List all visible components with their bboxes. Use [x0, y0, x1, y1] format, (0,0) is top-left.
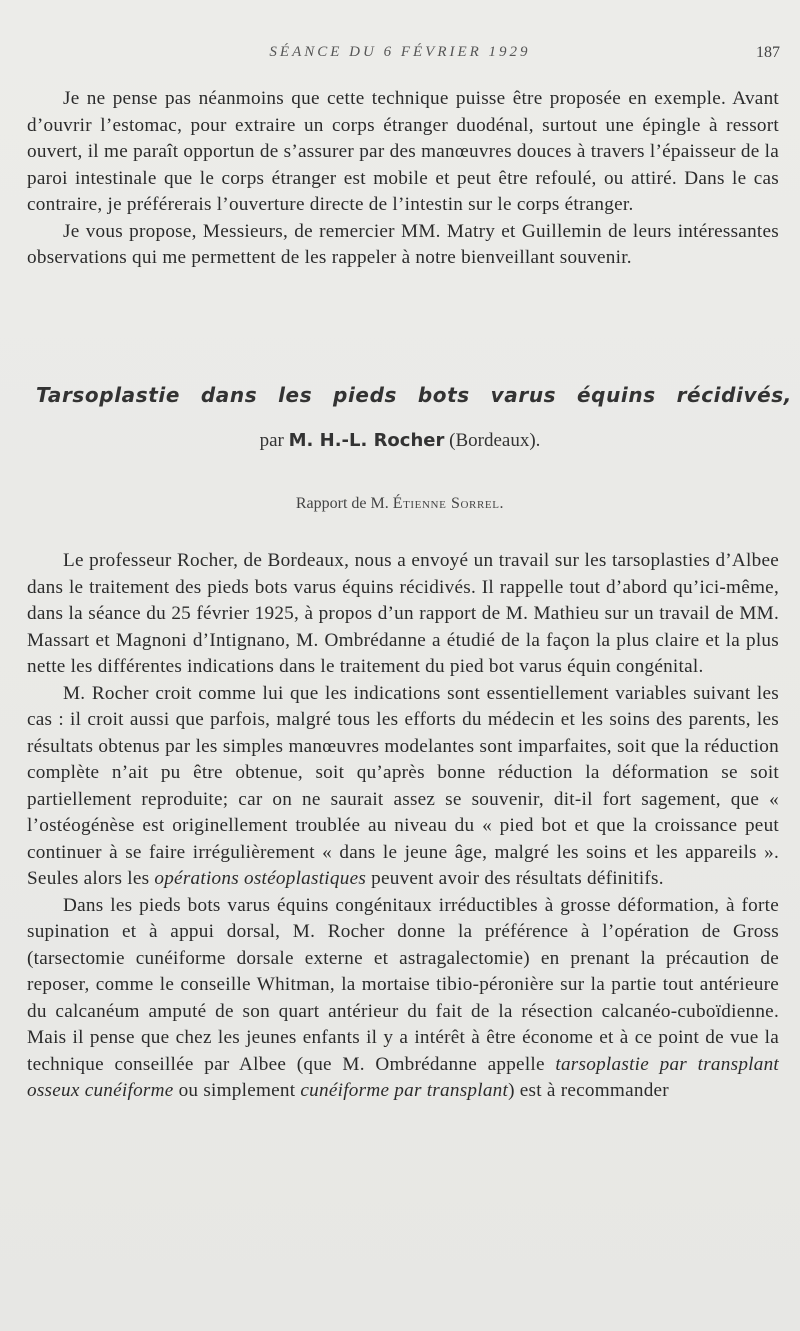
- running-header: SÉANCE DU 6 FÉVRIER 1929: [269, 44, 531, 60]
- byline: [0, 430, 800, 452]
- article-title: Tarsoplastie dans les pieds bots varus équins récidivés,: [36, 383, 792, 407]
- paragraph: Je ne pense pas néanmoins que cette technique puisse être proposée en exemple. Avant d’ouvrir l’estomac, pour extraire un corps étranger duodénal, surtout une épingle à ressort ouvert, il me paraît opportun de s’assurer par des manœuvres douces à travers l’épaisseur de la paroi intestinale que le corps étranger est mobile et peut être refoulé, ou attiré. Dans le cas contraire, je préférerais l’ouverture directe de l’intestin sur le corps étranger.: [27, 88, 779, 215]
- italic-term: tarsoplastie par transplant osseux cunéiforme: [27, 1053, 780, 1101]
- paragraph-text: M. Rocher croit comme lui que les indications sont essentiellement variables suivant les cas : il croit aussi que parfois, malgré tous les efforts du médecin et les soins des parents, les résultats obtenus par les simples manœuvres modelantes sont imparfaites, soit que la réduction complète n’ait pu être obtenue, soit qu’après bonne réduction la déformation se soit partiellement reproduite; car on ne saurait assez se souvenir, dit-il fort sagement, que « l’ostéogénèse est originellement troublée au niveau du « pied bot et que la croissance peut continuer à se faire irrégulièrement « dans le jeune âge, malgré les soins et les appareils ». Seules alors les: [27, 682, 779, 889]
- italic-term: cunéiforme par transplant: [300, 1080, 509, 1101]
- paragraph: Je vous propose, Messieurs, de remercier MM. Matry et Guillemin de leurs intéressantes observations qui me permettent de les rappeler à notre bienveillant souvenir.: [27, 220, 779, 268]
- reporter-name: Étienne Sorrel.: [392, 495, 505, 512]
- page-number: 187: [756, 44, 780, 61]
- paragraph: [27, 893, 779, 1105]
- byline-par: par: [259, 430, 284, 451]
- article-body: [27, 548, 779, 1105]
- paragraph-text: ) est à recommander: [508, 1080, 669, 1101]
- previous-article-conclusion: [27, 86, 779, 272]
- italic-term: opérations ostéoplastiques: [154, 868, 367, 889]
- author-name: M. H.-L. Rocher: [288, 430, 445, 451]
- paragraph-text: ou simplement: [178, 1080, 296, 1101]
- report-line: [0, 495, 800, 513]
- paragraph: Le professeur Rocher, de Bordeaux, nous a envoyé un travail sur les tarsoplasties d’Albee dans le traitement des pieds bots varus équins récidivés. Il rappelle tout d’abord qu’ici-même, dans la séance du 25 février 1925, à propos d’un rapport de M. Mathieu sur un travail de MM. Massart et Magnoni d’Intignano, M. Ombrédanne a étudié de la façon la plus claire et la plus nette les différentes indications dans le traitement du pied bot varus équin congénital.: [27, 550, 779, 677]
- paragraph-text: peuvent avoir des résultats définitifs.: [371, 868, 664, 889]
- author-location: (Bordeaux).: [449, 430, 541, 451]
- report-prefix: Rapport de M.: [295, 495, 389, 512]
- paragraph: [27, 681, 779, 893]
- paragraph-text: Dans les pieds bots varus équins congénitaux irréductibles à grosse déformation, à forte supination et à appui dorsal, M. Rocher donne la préférence à l’opération de Gross (tarsectomie cunéiforme dorsale externe et astragalectomie) en prenant la précaution de reposer, comme le conseille Whitman, la mortaise tibio-péronière sur la partie tout antérieure du calcanéum amputé de son quart antérieur du fait de la résection calcanéo-cuboïdienne. Mais il pense que chez les jeunes enfants il y a intérêt à être économe et à ce point de vue la technique conseillée par Albee (que M. Ombrédanne appelle: [27, 894, 779, 1075]
